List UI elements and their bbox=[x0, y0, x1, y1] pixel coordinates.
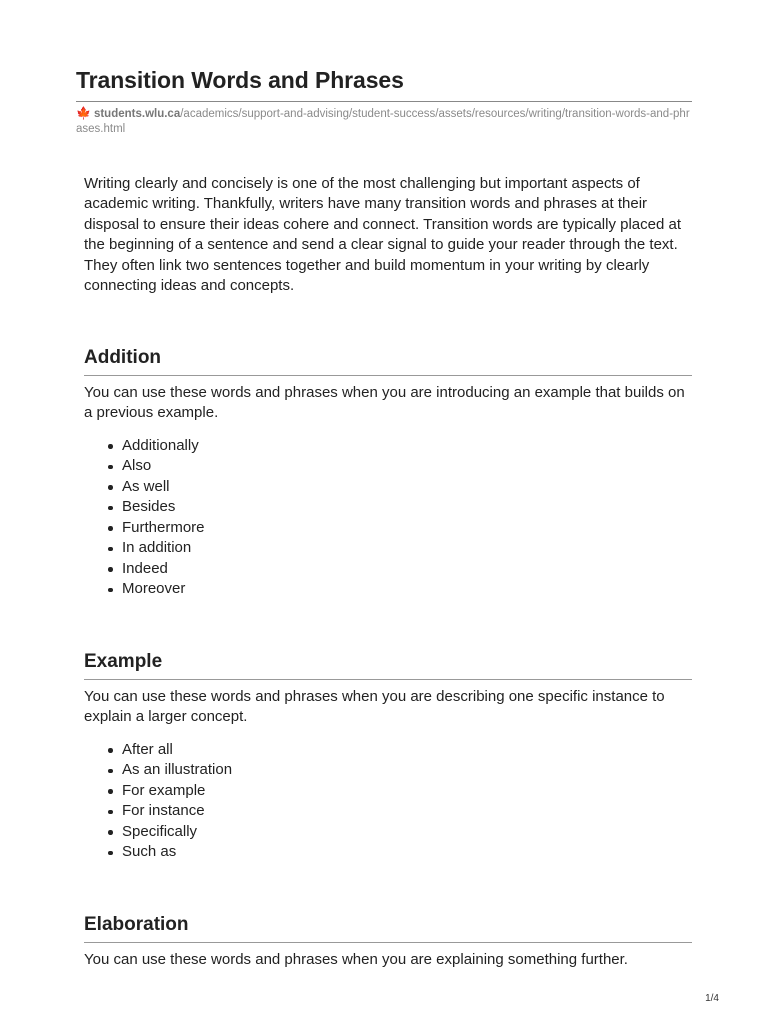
intro-block bbox=[84, 174, 692, 296]
list-item: Additionally bbox=[84, 436, 692, 457]
section-divider bbox=[84, 942, 692, 943]
list-item: Moreover bbox=[84, 579, 692, 600]
section-heading: Example bbox=[84, 651, 163, 672]
source-domain[interactable]: students.wlu.ca bbox=[93, 108, 181, 120]
section-addition bbox=[84, 345, 692, 600]
list-item: Also bbox=[84, 456, 692, 477]
transition-list bbox=[84, 740, 692, 863]
section-elaboration bbox=[84, 912, 692, 970]
list-item: Such as bbox=[84, 842, 692, 863]
intro-paragraph: Writing clearly and concisely is one of the most challenging but important aspects of academic writing. Thankfully, writers have many transition words and phrases at their disposal to ensure their ideas cohere and connect. Transition words are typically placed at the beginning of a sentence and send a clear signal to guide your reader through the text. They often link two sentences together and build momentum in your writing by clearly connecting ideas and concepts. bbox=[84, 175, 682, 295]
document-title: Transition Words and Phrases bbox=[76, 67, 404, 93]
section-divider bbox=[84, 679, 692, 680]
page-number: 1/4 bbox=[705, 993, 719, 1004]
section-description: You can use these words and phrases when you are introducing an example that builds on a previous example. bbox=[84, 384, 685, 422]
section-heading: Addition bbox=[84, 347, 162, 368]
list-item: Besides bbox=[84, 497, 692, 518]
list-item: In addition bbox=[84, 538, 692, 559]
section-example bbox=[84, 649, 692, 863]
title-divider bbox=[76, 101, 692, 102]
list-item: For example bbox=[84, 781, 692, 802]
list-item: For instance bbox=[84, 801, 692, 822]
section-heading: Elaboration bbox=[84, 914, 189, 935]
source-path[interactable]: /academics/support-and-advising/student-success/assets/resources/writing/transition-words-and-phrases.html bbox=[76, 108, 690, 135]
list-item: After all bbox=[84, 740, 692, 761]
list-item: As an illustration bbox=[84, 760, 692, 781]
maple-leaf-icon: 🍁 bbox=[76, 106, 91, 120]
list-item: Indeed bbox=[84, 559, 692, 580]
transition-list bbox=[84, 436, 692, 600]
list-item: Specifically bbox=[84, 822, 692, 843]
section-description: You can use these words and phrases when you are explaining something further. bbox=[84, 951, 628, 968]
section-divider bbox=[84, 375, 692, 376]
list-item: As well bbox=[84, 477, 692, 498]
section-description: You can use these words and phrases when you are describing one specific instance to explain a larger concept. bbox=[84, 688, 665, 726]
list-item: Furthermore bbox=[84, 518, 692, 539]
source-url[interactable] bbox=[76, 106, 692, 137]
